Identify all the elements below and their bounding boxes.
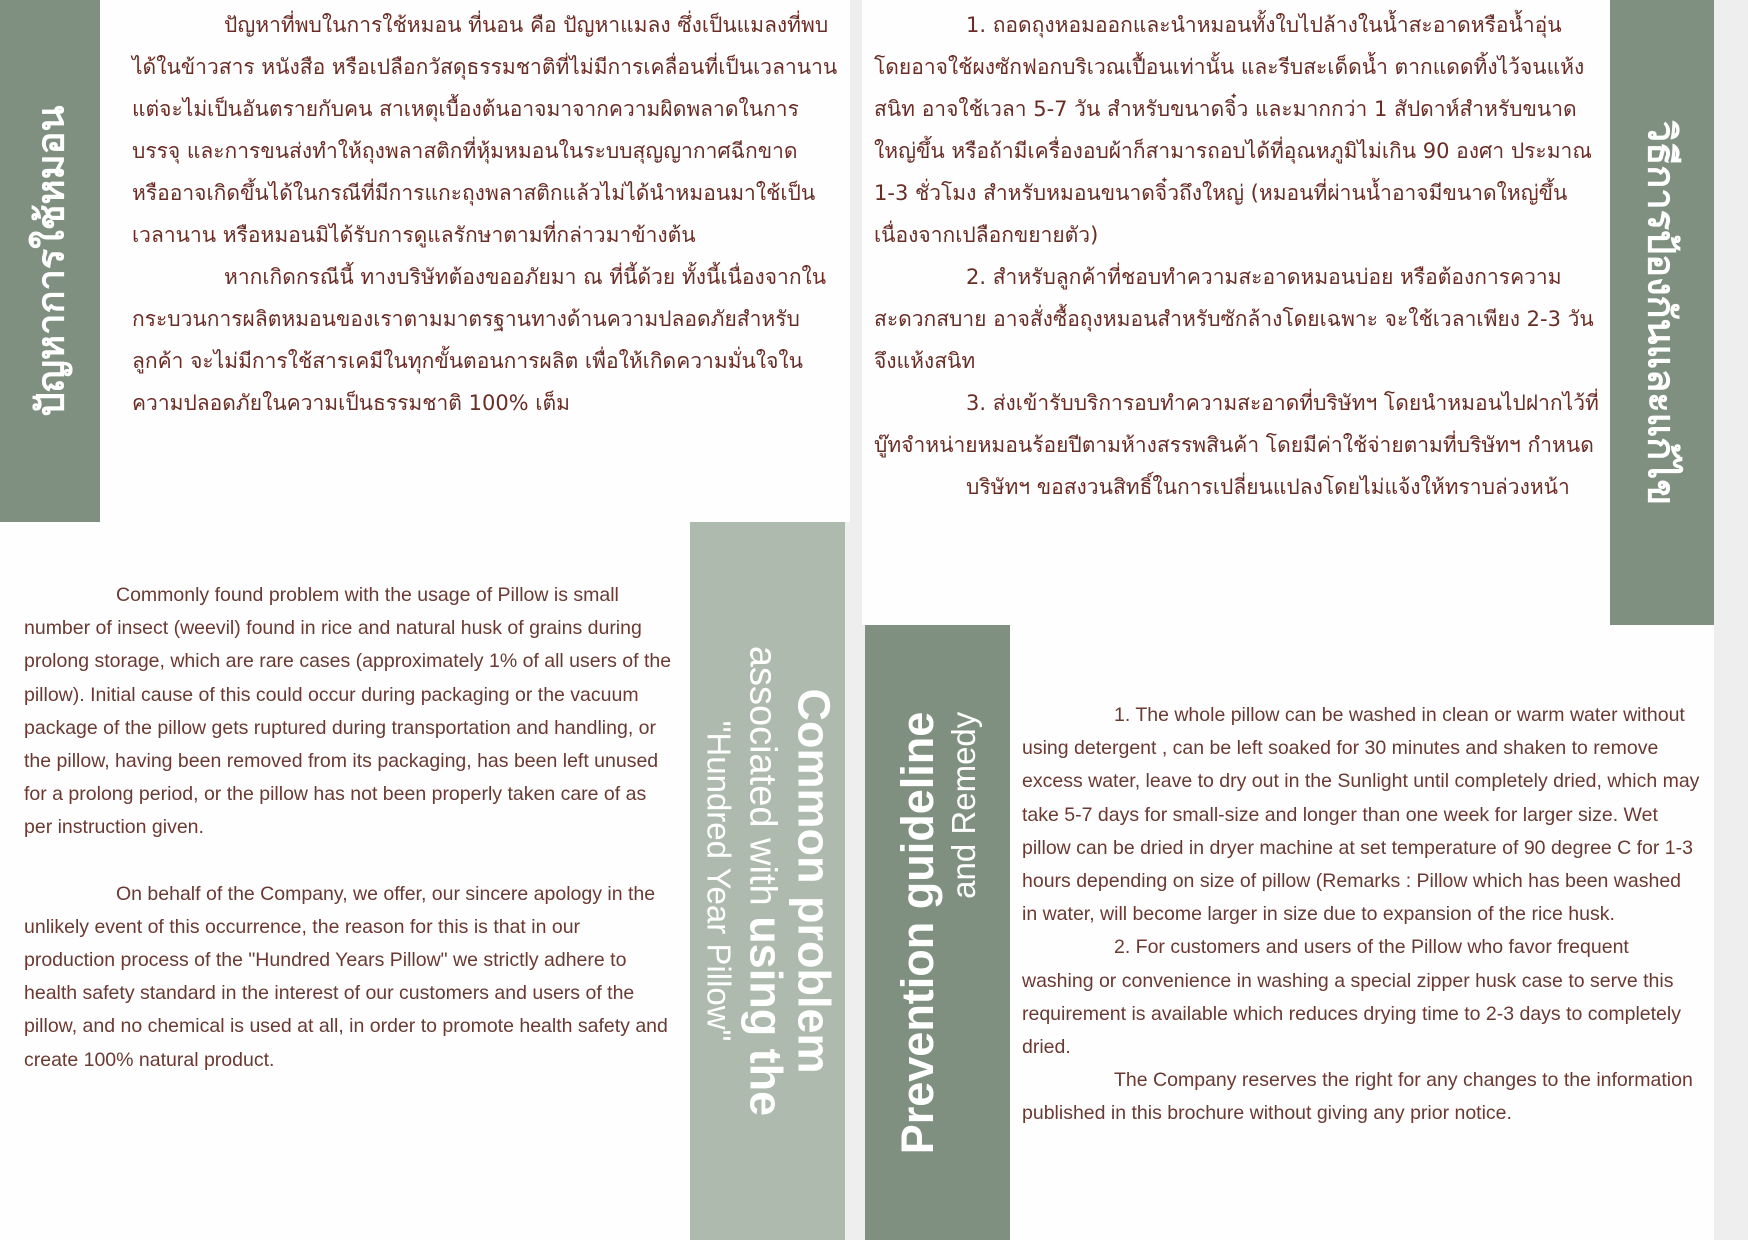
english-prevention-title-line2: and Remedy xyxy=(944,711,982,899)
english-prevention-panel xyxy=(1010,625,1714,1240)
thai-problem-title: ปัญหาการใช้หมอน xyxy=(28,105,73,417)
english-prevention-title-line1: Prevention guideline xyxy=(891,711,943,1154)
english-problem-title xyxy=(697,646,838,1116)
thai-problem-paragraph-2: หากเกิดกรณีนี้ ทางบริษัทต้องขออภัยมา ณ ที่นี้ด้วย ทั้งนี้เนื่องจากในกระบวนการผลิตหมอนของเราตามมาตรฐานทางด้านความปลอดภัยสำหรับลูกค้า จะไม่มีการใช้สารเคมีในทุกขั้นตอนการผลิต เพื่อให้เกิดความมั่นใจในความปลอดภัยในความเป็นธรรมชาติ 100% เต็ม xyxy=(132,265,827,415)
english-problem-title-band xyxy=(690,522,845,1240)
thai-prevention-paragraph-1: 1. ถอดถุงหอมออกและนำหมอนทั้งใบไปล้างในน้ำสะอาดหรือน้ำอุ่น โดยอาจใช้ผงซักฟอกบริเวณเปื้อนเท่านั้น และรีบสะเด็ดน้ำ ตากแดดทิ้งไว้จนแห้งสนิท อาจใช้เวลา 5-7 วัน สำหรับขนาดจิ๋ว และมากกว่า 1 สัปดาห์สำหรับขนาดใหญ่ขึ้น หรือถ้ามีเครื่องอบผ้าก็สามารถอบได้ที่อุณหภูมิไม่เกิน 90 องศา ประมาณ 1-3 ชั่วโมง สำหรับหมอนขนาดจิ๋วถึงใหญ่ (หมอนที่ผ่านน้ำอาจมีขนาดใหญ่ขึ้น เนื่องจากเปลือกขยายตัว) xyxy=(874,13,1592,247)
thai-prevention-panel xyxy=(862,0,1610,625)
english-prevention-text xyxy=(1022,699,1700,1131)
english-problem-paragraph-1: Commonly found problem with the usage of Pillow is small number of insect (weevil) found in rice and natural husk of grains during prolong storage, which are rare cases (approximately 1% of all users of the pillow). Initial cause of this could occur during packaging or the vacuum package of the pillow gets ruptured during transportation and handling, or the pillow, having been removed from its packaging, has been left unused for a prolong period, or the pillow has not been properly taken care of as per instruction given. xyxy=(24,584,672,839)
english-prevention-paragraph-2: 2. For customers and users of the Pillow who favor frequent washing or convenience in washing a special zipper husk case to serve this requirement is available which reduces drying time to 2-3 days to completely dried. xyxy=(1022,936,1681,1059)
thai-problem-paragraph-1: ปัญหาที่พบในการใช้หมอน ที่นอน คือ ปัญหาแมลง ซึ่งเป็นแมลงที่พบได้ในข้าวสาร หนังสือ หรือเปลือกวัสดุธรรมชาติที่ไม่มีการเคลื่อนที่เป็นเวลานาน แต่จะไม่เป็นอันตรายกับคน สาเหตุเบื้องต้นอาจมาจากความผิดพลาดในการบรรจุ และการขนส่งทำให้ถุงพลาสติกที่หุ้มหมอนในระบบสุญญากาศฉีกขาด หรืออาจเกิดขึ้นได้ในกรณีที่มีการแกะถุงพลาสติกแล้วไม่ได้นำหมอนมาใช้เป็นเวลานาน หรือหมอนมิได้รับการดูแลรักษาตามที่กล่าวมาข้างต้น xyxy=(132,13,838,247)
english-problem-text xyxy=(24,579,674,1077)
thai-prevention-paragraph-3: 3. ส่งเข้ารับบริการอบทำความสะอาดที่บริษัทฯ โดยนำหมอนไปฝากไว้ที่บู๊ทจำหน่ายหมอนร้อยปีตามห้างสรรพสินค้า โดยมีค่าใช้จ่ายตามที่บริษัทฯ กำหนด xyxy=(874,391,1599,457)
english-problem-title-line1: Common problem xyxy=(788,688,839,1074)
english-problem-title-line2-bold: using the xyxy=(740,916,791,1117)
thai-prevention-title: วิธีการป้องกันและแก้ไข xyxy=(1639,120,1684,505)
thai-problem-panel xyxy=(100,0,850,522)
english-problem-panel xyxy=(0,522,690,1240)
english-problem-paragraph-2: On behalf of the Company, we offer, our sincere apology in the unlikely event of this occurrence, the reason for this is that in our production process of the "Hundred Years Pillow" we strictly adhere to health safety standard in the interest of our customers and users of the pillow, and no chemical is used at all, in order to promote health safety and create 100% natural product. xyxy=(24,882,668,1071)
thai-problem-title-band xyxy=(0,0,100,522)
english-problem-title-line2-light: associated with xyxy=(741,645,783,917)
english-prevention-notice: The Company reserves the right for any changes to the information published in this brochure without giving any prior notice. xyxy=(1022,1069,1693,1125)
thai-prevention-text xyxy=(874,4,1600,508)
thai-prevention-paragraph-2: 2. สำหรับลูกค้าที่ชอบทำความสะอาดหมอนบ่อย หรือต้องการความสะดวกสบาย อาจสั่งซื้อถุงหมอนสำหรับซักล้างโดยเฉพาะ จะใช้เวลาเพียง 2-3 วัน จึงแห้งสนิท xyxy=(874,265,1594,373)
thai-prevention-title-band xyxy=(1610,0,1714,625)
thai-prevention-notice: บริษัทฯ ขอสงวนสิทธิ์ในการเปลี่ยนแปลงโดยไม่แจ้งให้ทราบล่วงหน้า xyxy=(966,475,1570,499)
thai-problem-text xyxy=(132,4,838,424)
english-problem-title-line2 xyxy=(739,645,791,1117)
english-prevention-title xyxy=(892,711,984,1154)
english-prevention-paragraph-1: 1. The whole pillow can be washed in clean or warm water without using detergent , can be left soaked for 30 minutes and shaken to remove excess water, leave to dry out in the Sunlight until completely dried, which may take 5-7 days for small-size and longer than one week for larger size. Wet pillow can be dried in dryer machine at set temperature of 90 degree C for 1-3 hours depending on size of pillow (Remarks : Pillow which has been washed in water, will become larger in size due to expansion of the rice husk. xyxy=(1022,704,1700,926)
english-problem-title-line3: "Hundred Year Pillow" xyxy=(700,720,737,1042)
english-prevention-title-band xyxy=(865,625,1010,1240)
